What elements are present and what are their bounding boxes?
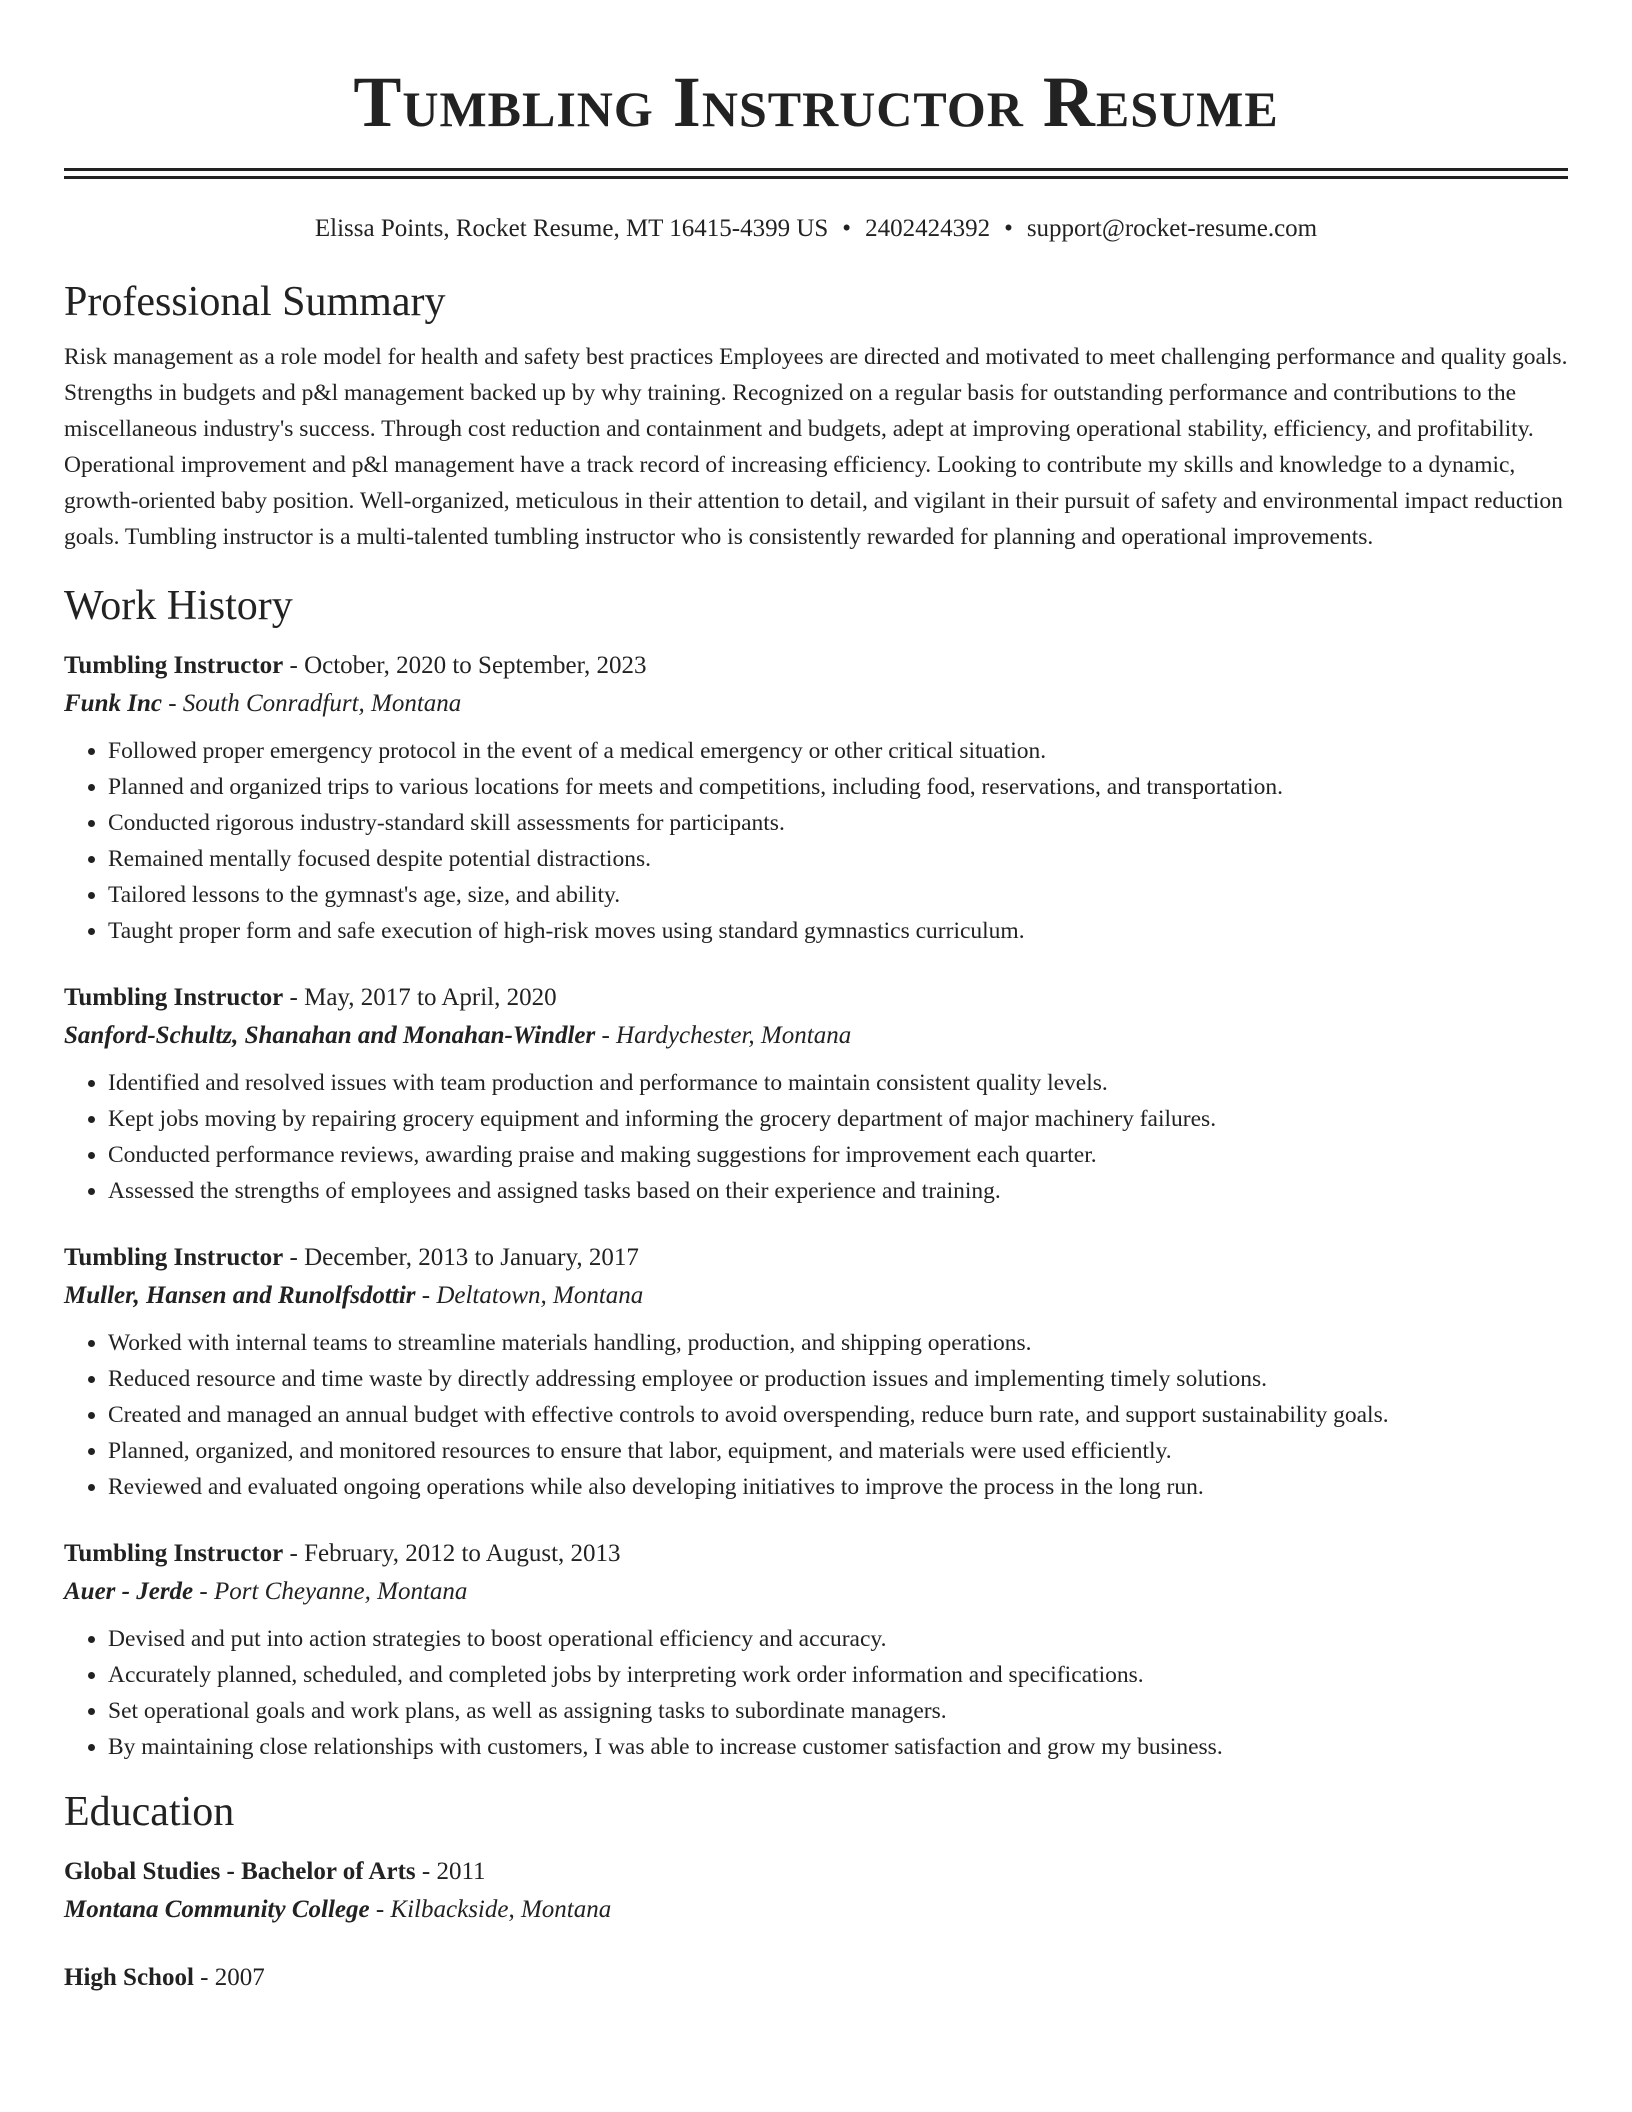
education-location: - Kilbackside, Montana (369, 1896, 612, 1923)
job-title: Tumbling Instructor (64, 984, 284, 1011)
work-history-section (64, 579, 1568, 1765)
job-bullet: • Remained mentally focused despite potential distractions. (108, 841, 1568, 877)
job-bullet: • Followed proper emergency protocol in the event of a medical emergency or other critical situation. (108, 733, 1568, 769)
job-title-line (64, 979, 1568, 1017)
job-location: - Port Cheyanne, Montana (193, 1578, 468, 1605)
title-divider-thin (64, 176, 1568, 179)
job-list (64, 647, 1568, 1765)
education-entry (64, 1959, 1568, 1997)
job-bullet: • Tailored lessons to the gymnast's age, size, and ability. (108, 877, 1568, 913)
work-history-heading: Work History (64, 583, 293, 629)
education-year: - 2011 (415, 1858, 486, 1885)
page-title: Tumbling Instructor Resume (353, 62, 1279, 142)
job-dates: - May, 2017 to April, 2020 (283, 984, 557, 1011)
job-bullet: • Kept jobs moving by repairing grocery equipment and informing the grocery department of major machinery failures. (108, 1101, 1568, 1137)
job-dates: - October, 2020 to September, 2023 (283, 652, 647, 679)
job-company: Funk Inc (64, 690, 162, 717)
job-bullet: • Accurately planned, scheduled, and completed jobs by interpreting work order information and specifications. (108, 1657, 1568, 1693)
job-entry (64, 647, 1568, 949)
job-title: Tumbling Instructor (64, 652, 284, 679)
education-degree: Global Studies - Bachelor of Arts (64, 1858, 416, 1885)
job-company-line (64, 1017, 1568, 1055)
education-degree-line (64, 1959, 1568, 1997)
education-year: - 2007 (193, 1964, 265, 1991)
contact-separator: • (1004, 215, 1013, 242)
education-entry (64, 1853, 1568, 1929)
job-bullet: • Set operational goals and work plans, as well as assigning tasks to subordinate managers. (108, 1693, 1568, 1729)
job-bullet: • Taught proper form and safe execution of high-risk moves using standard gymnastics curriculum. (108, 913, 1568, 949)
job-bullet: • Identified and resolved issues with team production and performance to maintain consistent quality levels. (108, 1065, 1568, 1101)
contact-email: support@rocket-resume.com (1026, 215, 1318, 242)
education-heading: Education (64, 1789, 235, 1835)
job-bullet: • Worked with internal teams to streamline materials handling, production, and shipping operations. (108, 1325, 1568, 1361)
job-company-line (64, 1277, 1568, 1315)
job-dates: - December, 2013 to January, 2017 (283, 1244, 639, 1271)
education-school: Montana Community College (64, 1896, 370, 1923)
education-list (64, 1853, 1568, 1997)
job-dates: - February, 2012 to August, 2013 (283, 1540, 621, 1567)
job-title-line (64, 647, 1568, 685)
job-bullets (64, 733, 1568, 949)
contact-phone: 2402424392 (865, 215, 991, 242)
job-title-line (64, 1535, 1568, 1573)
job-location: - South Conradfurt, Montana (161, 690, 462, 717)
job-company-line (64, 685, 1568, 723)
job-company: Muller, Hansen and Runolfsdottir (64, 1282, 416, 1309)
job-bullet: • Planned and organized trips to various locations for meets and competitions, including food, reservations, and transportation. (108, 769, 1568, 805)
job-bullets (64, 1065, 1568, 1209)
summary-text: Risk management as a role model for health and safety best practices Employees are directed and motivated to meet challenging performance and quality goals. Strengths in budgets and p&l management backed up by why training. Recognized on a regular basis for outstanding performance and contributions to the miscellaneous industry's success. Through cost reduction and containment and budgets, adept at improving operational stability, efficiency, and profitability. Operational improvement and p&l management have a track record of increasing efficiency. Looking to contribute my skills and knowledge to a dynamic, growth-oriented baby position. Well-organized, meticulous in their attention to detail, and vigilant in their pursuit of safety and environmental impact reduction goals. Tumbling instructor is a multi-talented tumbling instructor who is consistently rewarded for planning and operational improvements. (64, 344, 1568, 550)
job-bullet: • By maintaining close relationships with customers, I was able to increase customer satisfaction and grow my business. (108, 1729, 1568, 1765)
contact-address: Elissa Points, Rocket Resume, MT 16415-4399 US (314, 215, 829, 242)
job-bullet: • Assessed the strengths of employees and assigned tasks based on their experience and training. (108, 1173, 1568, 1209)
job-bullet: • Planned, organized, and monitored resources to ensure that labor, equipment, and materials were used efficiently. (108, 1433, 1568, 1469)
job-bullets (64, 1325, 1568, 1505)
job-entry (64, 1239, 1568, 1505)
job-bullet: • Created and managed an annual budget with effective controls to avoid overspending, reduce burn rate, and support sustainability goals. (108, 1397, 1568, 1433)
job-company-line (64, 1573, 1568, 1611)
education-section (64, 1785, 1568, 1997)
contact-line (64, 213, 1568, 245)
job-location: - Hardychester, Montana (595, 1022, 852, 1049)
summary-heading: Professional Summary (64, 279, 446, 325)
title-divider-thick (64, 168, 1568, 171)
job-bullet: • Devised and put into action strategies to boost operational efficiency and accuracy. (108, 1621, 1568, 1657)
job-title: Tumbling Instructor (64, 1244, 284, 1271)
job-bullet: • Conducted performance reviews, awarding praise and making suggestions for improvement each quarter. (108, 1137, 1568, 1173)
job-company: Auer - Jerde (64, 1578, 194, 1605)
education-degree-line (64, 1853, 1568, 1891)
education-degree: High School (64, 1964, 194, 1991)
job-bullet: • Conducted rigorous industry-standard skill assessments for participants. (108, 805, 1568, 841)
job-location: - Deltatown, Montana (415, 1282, 644, 1309)
summary-section (64, 275, 1568, 555)
job-bullet: • Reduced resource and time waste by directly addressing employee or production issues and implementing timely solutions. (108, 1361, 1568, 1397)
job-company: Sanford-Schultz, Shanahan and Monahan-Windler (64, 1022, 596, 1049)
contact-separator: • (842, 215, 852, 242)
education-school-line (64, 1891, 1568, 1929)
job-title: Tumbling Instructor (64, 1540, 284, 1567)
job-bullets (64, 1621, 1568, 1765)
job-entry (64, 1535, 1568, 1765)
job-bullet: • Reviewed and evaluated ongoing operations while also developing initiatives to improve the process in the long run. (108, 1469, 1568, 1505)
job-entry (64, 979, 1568, 1209)
job-title-line (64, 1239, 1568, 1277)
